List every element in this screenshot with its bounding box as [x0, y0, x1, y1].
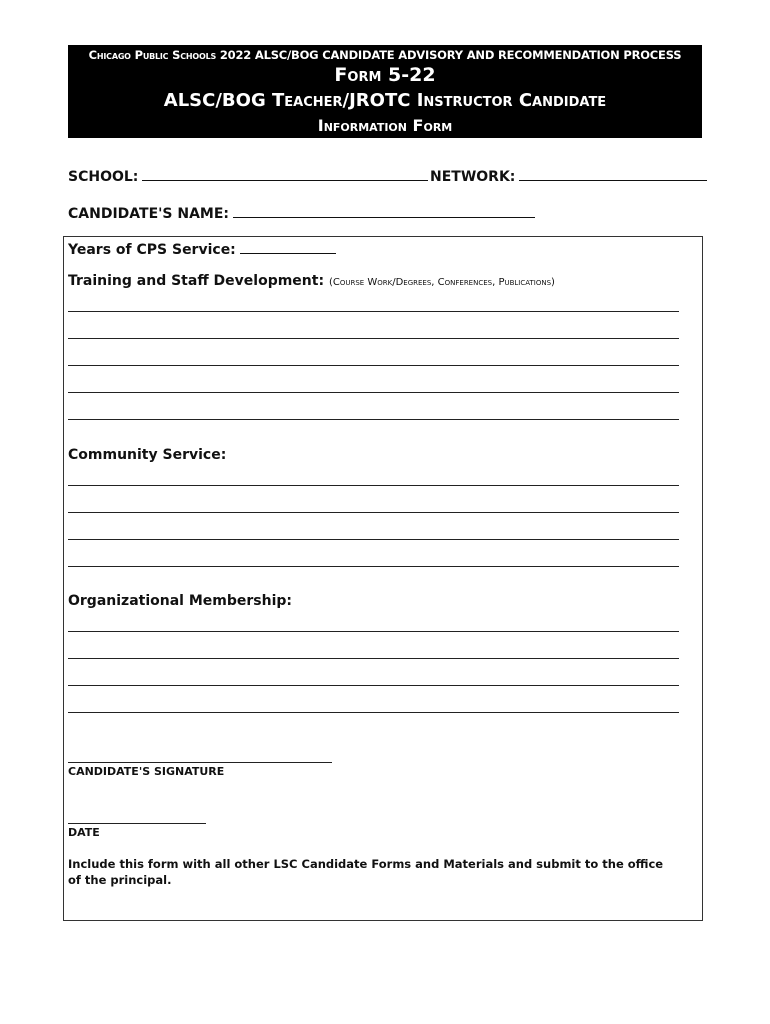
network-label: NETWORK:	[430, 169, 516, 185]
header-form-number: Form 5-22	[334, 64, 436, 86]
date-label: DATE	[68, 826, 100, 839]
date-line[interactable]	[68, 823, 206, 824]
header-organization: Chicago Public Schools 2022 ALSC/BOG CANDIDATE ADVISORY AND RECOMMENDATION PROCESS	[88, 48, 682, 62]
training-line-4[interactable]	[68, 392, 679, 393]
membership-line-3[interactable]	[68, 685, 679, 686]
membership-line-1[interactable]	[68, 631, 679, 632]
header-form-title: ALSC/BOG Teacher/JROTC Instructor Candidate	[163, 90, 607, 111]
school-label: SCHOOL:	[68, 169, 139, 185]
years-input[interactable]	[240, 239, 336, 254]
network-input[interactable]	[519, 166, 707, 181]
community-line-4[interactable]	[68, 566, 679, 567]
membership-line-2[interactable]	[68, 658, 679, 659]
membership-label: Organizational Membership:	[68, 593, 292, 609]
community-line-2[interactable]	[68, 512, 679, 513]
membership-line-4[interactable]	[68, 712, 679, 713]
training-line-2[interactable]	[68, 338, 679, 339]
school-field	[68, 166, 428, 185]
header-form-subtitle: Information Form	[317, 116, 453, 135]
training-note: (Course Work/Degrees, Conferences, Publications)	[328, 277, 555, 288]
submission-instruction: Include this form with all other LSC Candidate Forms and Materials and submit to the office of the principal.	[68, 857, 664, 887]
community-label: Community Service:	[68, 447, 227, 463]
signature-line[interactable]	[68, 762, 332, 763]
training-line-5[interactable]	[68, 419, 679, 420]
years-label: Years of CPS Service:	[68, 242, 236, 258]
community-line-1[interactable]	[68, 485, 679, 486]
years-field	[68, 239, 336, 258]
school-input[interactable]	[142, 166, 428, 181]
training-label: Training and Staff Development:	[68, 273, 325, 289]
training-line-1[interactable]	[68, 311, 679, 312]
candidate-name-input[interactable]	[233, 203, 535, 218]
training-line-3[interactable]	[68, 365, 679, 366]
candidate-name-label: CANDIDATE'S NAME:	[68, 206, 230, 222]
candidate-name-field	[68, 203, 535, 222]
community-line-3[interactable]	[68, 539, 679, 540]
network-field	[430, 166, 707, 185]
signature-label: CANDIDATE'S SIGNATURE	[68, 765, 225, 778]
form-header	[68, 45, 702, 138]
training-heading	[68, 273, 555, 289]
